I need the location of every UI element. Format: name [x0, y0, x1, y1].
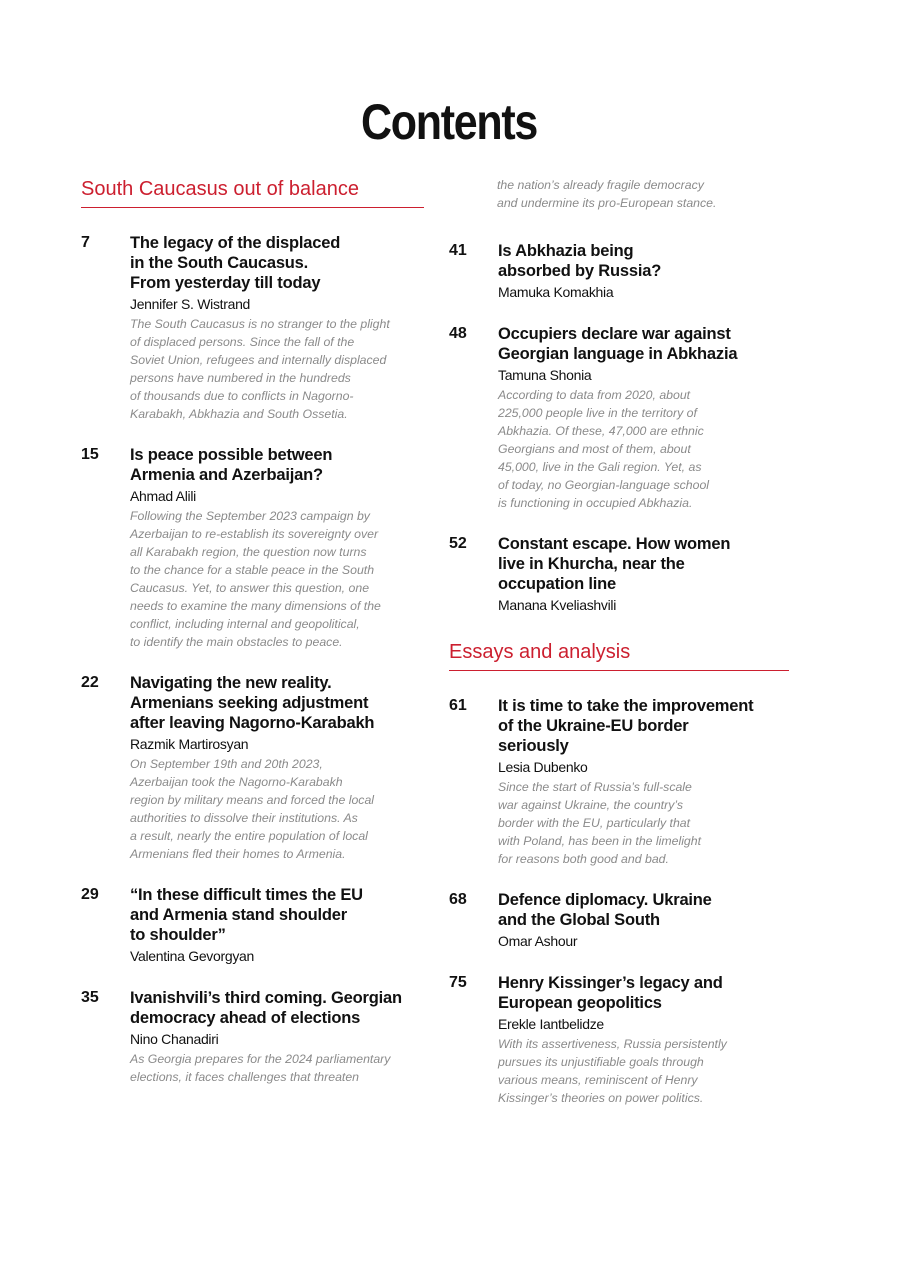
entry-title: The legacy of the displaced in the South Caucasus. From yesterday till today: [130, 234, 341, 292]
toc-entry[interactable]: [449, 241, 789, 302]
entry-title: Navigating the new reality. Armenians seeking adjustment after leaving Nagorno-Karabakh: [130, 674, 375, 732]
entry-abstract: On September 19th and 20th 2023, Azerbaijan took the Nagorno-Karabakh region by military means and forced the local authorities to dissolve their institutions. As a result, nearly the entire population of local Armenians fled their homes to Armenia.: [130, 757, 375, 861]
page-number: 15: [81, 446, 99, 463]
entry-abstract: Since the start of Russia’s full-scale war against Ukraine, the country’s border with the EU, particularly that with Poland, has been in the limelight for reasons both good and bad.: [498, 780, 702, 866]
toc-entry[interactable]: [449, 973, 789, 1107]
page-number: 35: [81, 989, 99, 1006]
toc-entry[interactable]: [81, 233, 424, 423]
page-number: 61: [449, 697, 467, 714]
toc-entry[interactable]: [81, 988, 424, 1086]
page-number: 52: [449, 535, 467, 552]
page-title: Contents: [360, 94, 538, 150]
page-number: 7: [81, 234, 90, 251]
entry-abstract: As Georgia prepares for the 2024 parliamentary elections, it faces challenges that threaten: [130, 1052, 391, 1084]
entry-title: Ivanishvili’s third coming. Georgian democracy ahead of elections: [130, 989, 402, 1027]
toc-entry[interactable]: [449, 696, 789, 868]
page-number: 75: [449, 974, 467, 991]
entry-abstract: Following the September 2023 campaign by Azerbaijan to re-establish its sovereignty over all Karabakh region, the question now turns to the chance for a stable peace in the South Caucasus. Yet, to answer this question, one needs to examine the many dimensions of the conflict, including internal and geopolitical, to identify the main obstacles to peace.: [130, 509, 381, 649]
entry-author: Omar Ashour: [498, 933, 578, 949]
section-heading-south-caucasus: South Caucasus out of balance: [81, 177, 424, 208]
entry-title: “In these difficult times the EU and Armenia stand shoulder to shoulder”: [130, 886, 363, 944]
section-heading-essays: Essays and analysis: [449, 640, 789, 671]
toc-entry[interactable]: [449, 324, 789, 512]
entry-author: Mamuka Komakhia: [498, 284, 614, 300]
entry-author: Erekle Iantbelidze: [498, 1016, 604, 1032]
entry-abstract: According to data from 2020, about 225,000 people live in the territory of Abkhazia. Of these, 47,000 are ethnic Georgians and most of them, about 45,000, live in the Gali region. Yet, as of today, no Georgian-language school is functioning in occupied Abkhazia.: [498, 388, 710, 510]
toc-entry[interactable]: [449, 890, 789, 951]
entry-title: Defence diplomacy. Ukraine and the Global South: [498, 891, 712, 929]
right-column: [449, 177, 789, 1107]
page-number: 22: [81, 674, 99, 691]
toc-entry[interactable]: [81, 885, 424, 966]
page-number: 41: [449, 242, 467, 259]
toc-entry[interactable]: [81, 445, 424, 651]
entry-author: Jennifer S. Wistrand: [130, 296, 251, 312]
page-number: 68: [449, 891, 467, 908]
page-number: 29: [81, 886, 99, 903]
entry-title: Henry Kissinger’s legacy and European geopolitics: [498, 974, 723, 1012]
entry-title: Is Abkhazia being absorbed by Russia?: [498, 242, 662, 280]
entry-author: Valentina Gevorgyan: [130, 948, 255, 964]
entry-author: Nino Chanadiri: [130, 1031, 219, 1047]
entry-author: Razmik Martirosyan: [130, 736, 249, 752]
page-number: 48: [449, 325, 467, 342]
entry-author: Ahmad Alili: [130, 488, 196, 504]
entry-abstract: With its assertiveness, Russia persistently pursues its unjustifiable goals through various means, reminiscent of Henry Kissinger’s theories on power politics.: [498, 1037, 727, 1105]
entry-author: Manana Kveliashvili: [498, 597, 617, 613]
entry-abstract-continued: the nation’s already fragile democracy and undermine its pro-European stance.: [497, 178, 717, 210]
entry-abstract: The South Caucasus is no stranger to the plight of displaced persons. Since the fall of the Soviet Union, refugees and internally displaced persons have numbered in the hundreds of thousands due to conflicts in Nagorno- Karabakh, Abkhazia and South Ossetia.: [130, 317, 390, 421]
left-column: [81, 177, 424, 1086]
entry-title: Is peace possible between Armenia and Azerbaijan?: [130, 446, 333, 484]
entry-title: It is time to take the improvement of the Ukraine-EU border seriously: [498, 697, 754, 755]
entry-title: Occupiers declare war against Georgian language in Abkhazia: [498, 325, 738, 363]
entry-author: Lesia Dubenko: [498, 759, 588, 775]
entry-author: Tamuna Shonia: [498, 367, 592, 383]
toc-entry[interactable]: [449, 534, 789, 615]
toc-entry[interactable]: [81, 673, 424, 863]
entry-title: Constant escape. How women live in Khurcha, near the occupation line: [498, 535, 731, 593]
